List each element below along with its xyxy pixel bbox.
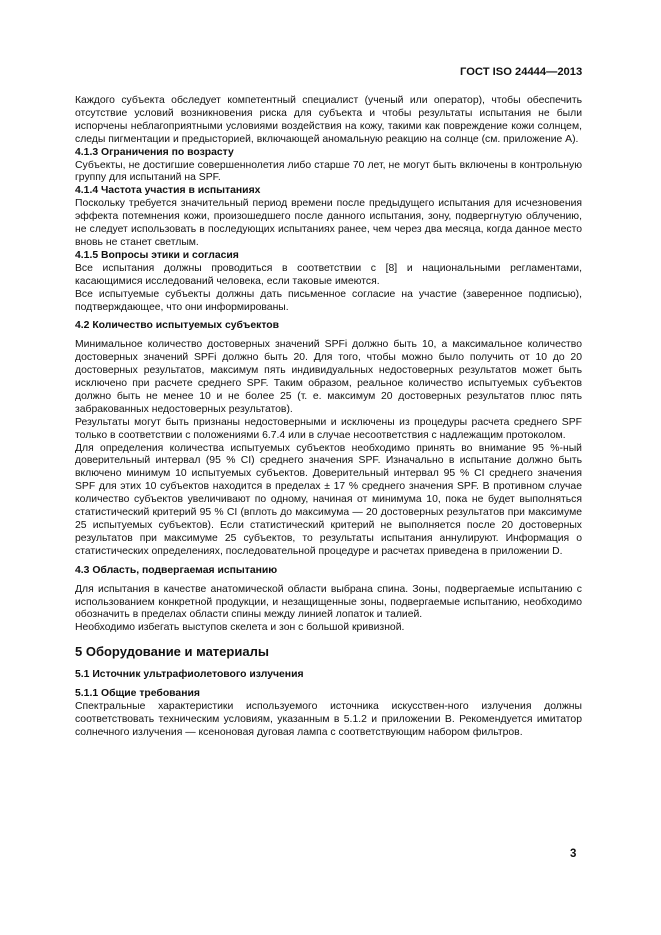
section-4-1-3-text: Субъекты, не достигшие совершеннолетия либо старше 70 лет, не могут быть включены в контрольную группу для испытаний на SPF. bbox=[75, 159, 582, 184]
section-4-1-4-text: Поскольку требуется значительный период времени после предыдущего испытания для исчезновения эффекта потемнения кожи, произошедшего после данного испытания, зону, подвергнутую облучению, не следует использовать в последующих испытаниях ранее, чем через два месяца, когда данное место вновь не станет светлым. bbox=[75, 198, 582, 248]
section-5-title: 5 Оборудование и материалы bbox=[75, 644, 269, 660]
standard-header: ГОСТ ISO 24444—2013 bbox=[460, 66, 583, 78]
page-number: 3 bbox=[570, 848, 577, 860]
document-body bbox=[75, 95, 582, 740]
section-4-1-5-text-1: Все испытания должны проводиться в соответствии с [8] и национальными регламентами, касающимися исследований человека, если таковые имеются. bbox=[75, 262, 582, 287]
section-4-3-title: 4.3 Область, подвергаемая испытанию bbox=[75, 564, 278, 576]
section-4-2-text-1: Минимальное количество достоверных значений SPFi должно быть 10, а максимальное количество достоверных значений SPFi должно быть 20. Для того, чтобы можно было получить от 10 до 20 достоверных результатов, максимум пять индивидуальных недостоверных результатов может быть исключено при расчете среднего SPF. Таким образом, реальное количество испытуемых субъектов должно быть не менее 10 и не более 25 (т. е. максимум 20 достоверных результатов плюс пять забракованных недостоверных результатов). bbox=[75, 339, 582, 415]
section-4-3-text-2: Необходимо избегать выступов скелета и зон с большой кривизной. bbox=[75, 622, 405, 634]
section-5-1-title: 5.1 Источник ультрафиолетового излучения bbox=[75, 669, 304, 681]
section-4-2-text-2: Результаты могут быть признаны недостоверными и исключены из процедуры расчета среднего SPF только в соответствии с положениями 6.7.4 или в случае несоответствия с надлежащим протоколом. bbox=[75, 416, 582, 441]
section-5-1-1-text: Спектральные характеристики используемого источника искусствен-ного излучения должны соответствовать техническим условиям, указанным в 5.1.2 и приложении В. Рекомендуется имитатор солнечного излучения — ксеноновая дуговая лампа с соответствующим набором фильтров. bbox=[75, 701, 582, 738]
section-4-1-5-title: 4.1.5 Вопросы этики и согласия bbox=[75, 249, 239, 261]
section-4-1-5-text-2: Все испытуемые субъекты должны дать письменное согласие на участие (заверенное подписью), подтверждающее, что они информированы. bbox=[75, 288, 582, 313]
section-4-3-text-1: Для испытания в качестве анатомической области выбрана спина. Зоны, подвергаемые испытанию с использованием конкретной продукции, и незащищенные зоны, подвергаемые испытанию, необходимо обозначить в пределах области спины между линией лопаток и талией. bbox=[75, 583, 582, 621]
intro-paragraph: Каждого субъекта обследует компетентный специалист (ученый или оператор), чтобы обеспечить отсутствие условий возникновения риска для субъекта и чтобы результаты испытания не были испорчены неблагоприятными условиями воздействия на кожу, такими как повреждение кожи солнцем, следы пигментации и предысторией, включающей аномальную реакцию на солнце (см. приложение А). bbox=[75, 95, 582, 145]
section-4-2-title: 4.2 Количество испытуемых субъектов bbox=[75, 320, 280, 332]
section-5-1-1-title: 5.1.1 Общие требования bbox=[75, 688, 200, 700]
section-4-1-4-title: 4.1.4 Частота участия в испытаниях bbox=[75, 185, 261, 197]
section-4-1-3-title: 4.1.3 Ограничения по возрасту bbox=[75, 146, 234, 158]
section-4-2-text-3: Для определения количества испытуемых субъектов необходимо принять во внимание 95 %-ный доверительный интервал (95 % CI) среднего значения SPF. Изначально в испытание должно быть включено минимум 10 испытуемых субъектов. Доверительный интервал 95 % CI среднего значения SPF для этих 10 субъектов находится в пределах ± 17 % среднего значения SPF. В противном случае количество субъектов увеличивают по одному, начиная от минимума 10, пока не будет выполняться статистический критерий 95 % CI (вплоть до максимума — 20 достоверных результатов при максимуме 25 испытуемых субъектов). Если статистический критерий не выполняется после 20 достоверных результатов при максимуме 25 субъектов, то результаты испытания аннулируют. Информация о статистических определениях, последовательной процедуре и расчетах приведена в приложении D. bbox=[75, 442, 582, 557]
